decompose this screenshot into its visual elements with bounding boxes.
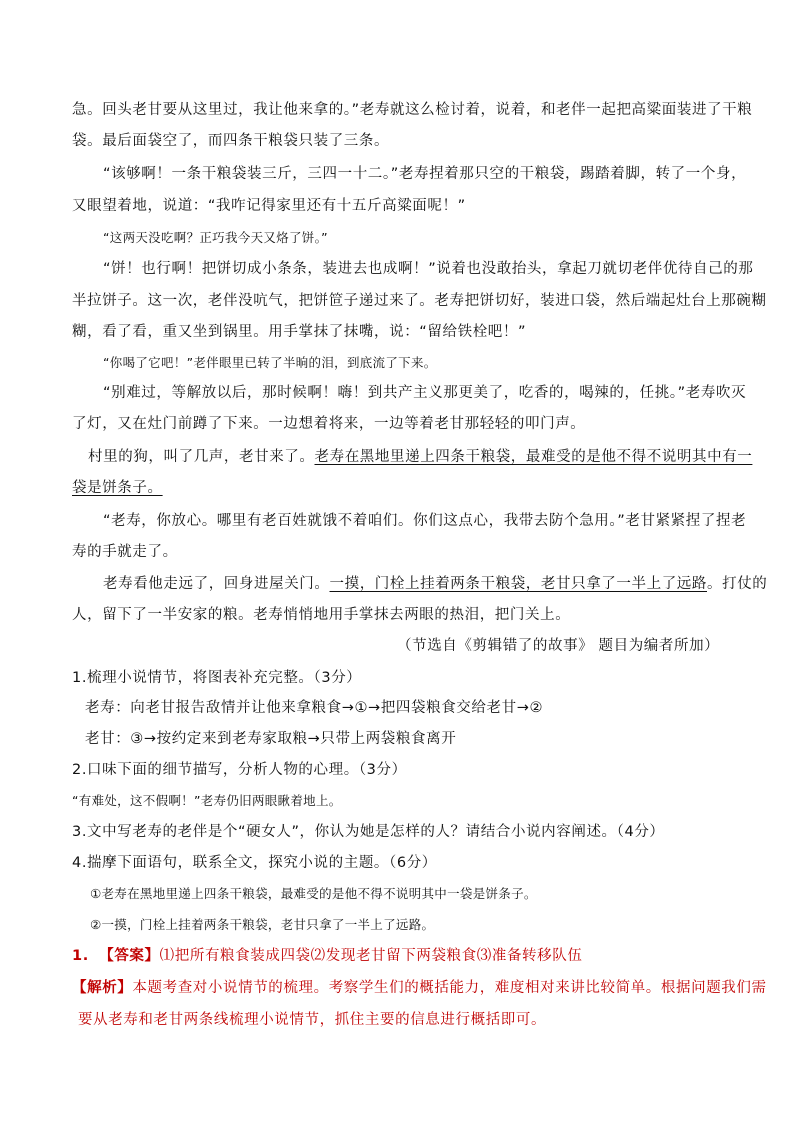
- story-p7-line1: [88, 447, 752, 467]
- story-p3: “这两天没吃啊？正巧我今天又烙了饼。”: [103, 230, 328, 245]
- question-1-chart-line2: 老甘：③→按约定来到老寿家取粮→只带上两袋粮食离开: [85, 731, 457, 747]
- story-p7-underlined-1: 老寿在黑地里递上四条干粮袋，最难受的是他不得不说明其中有一: [314, 449, 753, 465]
- story-p7-underlined-2: 袋是饼条子。: [72, 480, 163, 496]
- question-3: 3.文中写老寿的老伴是个“硬女人”，你认为她是怎样的人？请结合小说内容阐述。（4分）: [72, 824, 665, 840]
- story-p6-line1: “别难过，等解放以后，那时候啊！嗨！到共产主义那更美了，吃香的，喝辣的，任挑。”老寿吹灭: [103, 385, 747, 401]
- story-p8-line1: “老寿，你放心。哪里有老百姓就饿不着咱们。你们这点心，我带去防个急用。”老甘紧紧捏了捏老: [103, 513, 747, 529]
- story-p9-underlined: 一摸，门栓上挂着两条干粮袋，老甘只拿了一半上了远路: [329, 576, 707, 592]
- story-p2-line2: 又眼望着地，说道：“我咋记得家里还有十五斤高粱面呢！”: [72, 198, 466, 214]
- analysis-text-1: 本题考查对小说情节的梳理。考察学生们的概括能力，难度相对来讲比较简单。根据问题我们需: [132, 980, 767, 996]
- source-note: （节选自《剪辑错了的故事》 题目为编者所加）: [397, 638, 720, 654]
- story-p9-line1: [103, 574, 767, 594]
- question-4: 4.揣摩下面语句，联系全文，探究小说的主题。（6分）: [72, 855, 437, 871]
- story-p4-line3: 糊，看了看，重又坐到锅里。用手掌抹了抹嘴，说：“留给铁栓吧！”: [72, 324, 527, 340]
- answer-text: ⑴把所有粮食装成四袋⑵发现老甘留下两袋粮食⑶准备转移队伍: [159, 948, 583, 964]
- question-2-quote: “有难处，这不假啊！”老寿仍旧两眼瞅着地上。: [72, 793, 342, 808]
- analysis-line2: 要从老寿和老甘两条线梳理小说情节，抓住主要的信息进行概括即可。: [78, 1012, 547, 1028]
- question-1-chart-line1: 老寿：向老甘报告敌情并让他来拿粮食→①→把四袋粮食交给老甘→②: [85, 700, 544, 716]
- story-p5: “你喝了它吧！”老伴眼里已转了半晌的泪，到底流了下来。: [103, 355, 437, 370]
- question-4-sentence-2: ②一摸，门栓上挂着两条干粮袋，老甘只拿了一半上了远路。: [90, 917, 435, 932]
- story-p9-tail: 。打仗的: [707, 576, 768, 592]
- question-2: 2.口味下面的细节描写，分析人物的心理。（3分）: [72, 762, 407, 778]
- story-p7-plain: 村里的狗，叫了几声，老甘来了。: [88, 449, 315, 465]
- answer-tag: 【答案】: [99, 948, 160, 964]
- analysis-line1: [72, 978, 767, 998]
- story-p2-line1: “该够啊！一条干粮袋装三斤，三四一十二。”老寿捏着那只空的干粮袋，踢踏着脚，转了一个身，: [103, 166, 747, 182]
- story-p8-line2: 寿的手就走了。: [72, 544, 178, 560]
- story-p1-line2: 袋。最后面袋空了，而四条干粮袋只装了三条。: [72, 133, 390, 149]
- story-p6-line2: 了灯，又在灶门前蹲了下来。一边想着将来，一边等着老甘那轻轻的叩门声。: [72, 416, 586, 432]
- question-4-sentence-1: ①老寿在黑地里递上四条干粮袋，最难受的是他不得不说明其中一袋是饼条子。: [90, 886, 537, 901]
- analysis-tag: 【解析】: [72, 980, 133, 996]
- answer-1-line: [72, 946, 582, 966]
- story-p9-line2: 人，留下了一半安家的粮。老寿悄悄地用手掌抹去两眼的热泪，把门关上。: [72, 607, 571, 623]
- story-p7-line2: [72, 478, 163, 498]
- question-1: 1.梳理小说情节，将图表补充完整。（3分）: [72, 670, 362, 686]
- story-p9-plain: 老寿看他走远了，回身进屋关门。: [103, 576, 330, 592]
- story-p4-line2: 半拉饼子。这一次，老伴没吭气，把饼笸子递过来了。老寿把饼切好，装进口袋，然后端起灶台上那碗糊: [72, 293, 767, 309]
- story-p1-line1: 急。回头老甘要从这里过，我让他来拿的。”老寿就这么检讨着，说着，和老伴一起把高粱面装进了干粮: [72, 102, 753, 118]
- story-p4-line1: “饼！也行啊！把饼切成小条条，装进去也成啊！”说着也没敢抬头，拿起刀就切老伴优待自己的那: [103, 261, 754, 277]
- answer-number: 1.: [72, 948, 89, 964]
